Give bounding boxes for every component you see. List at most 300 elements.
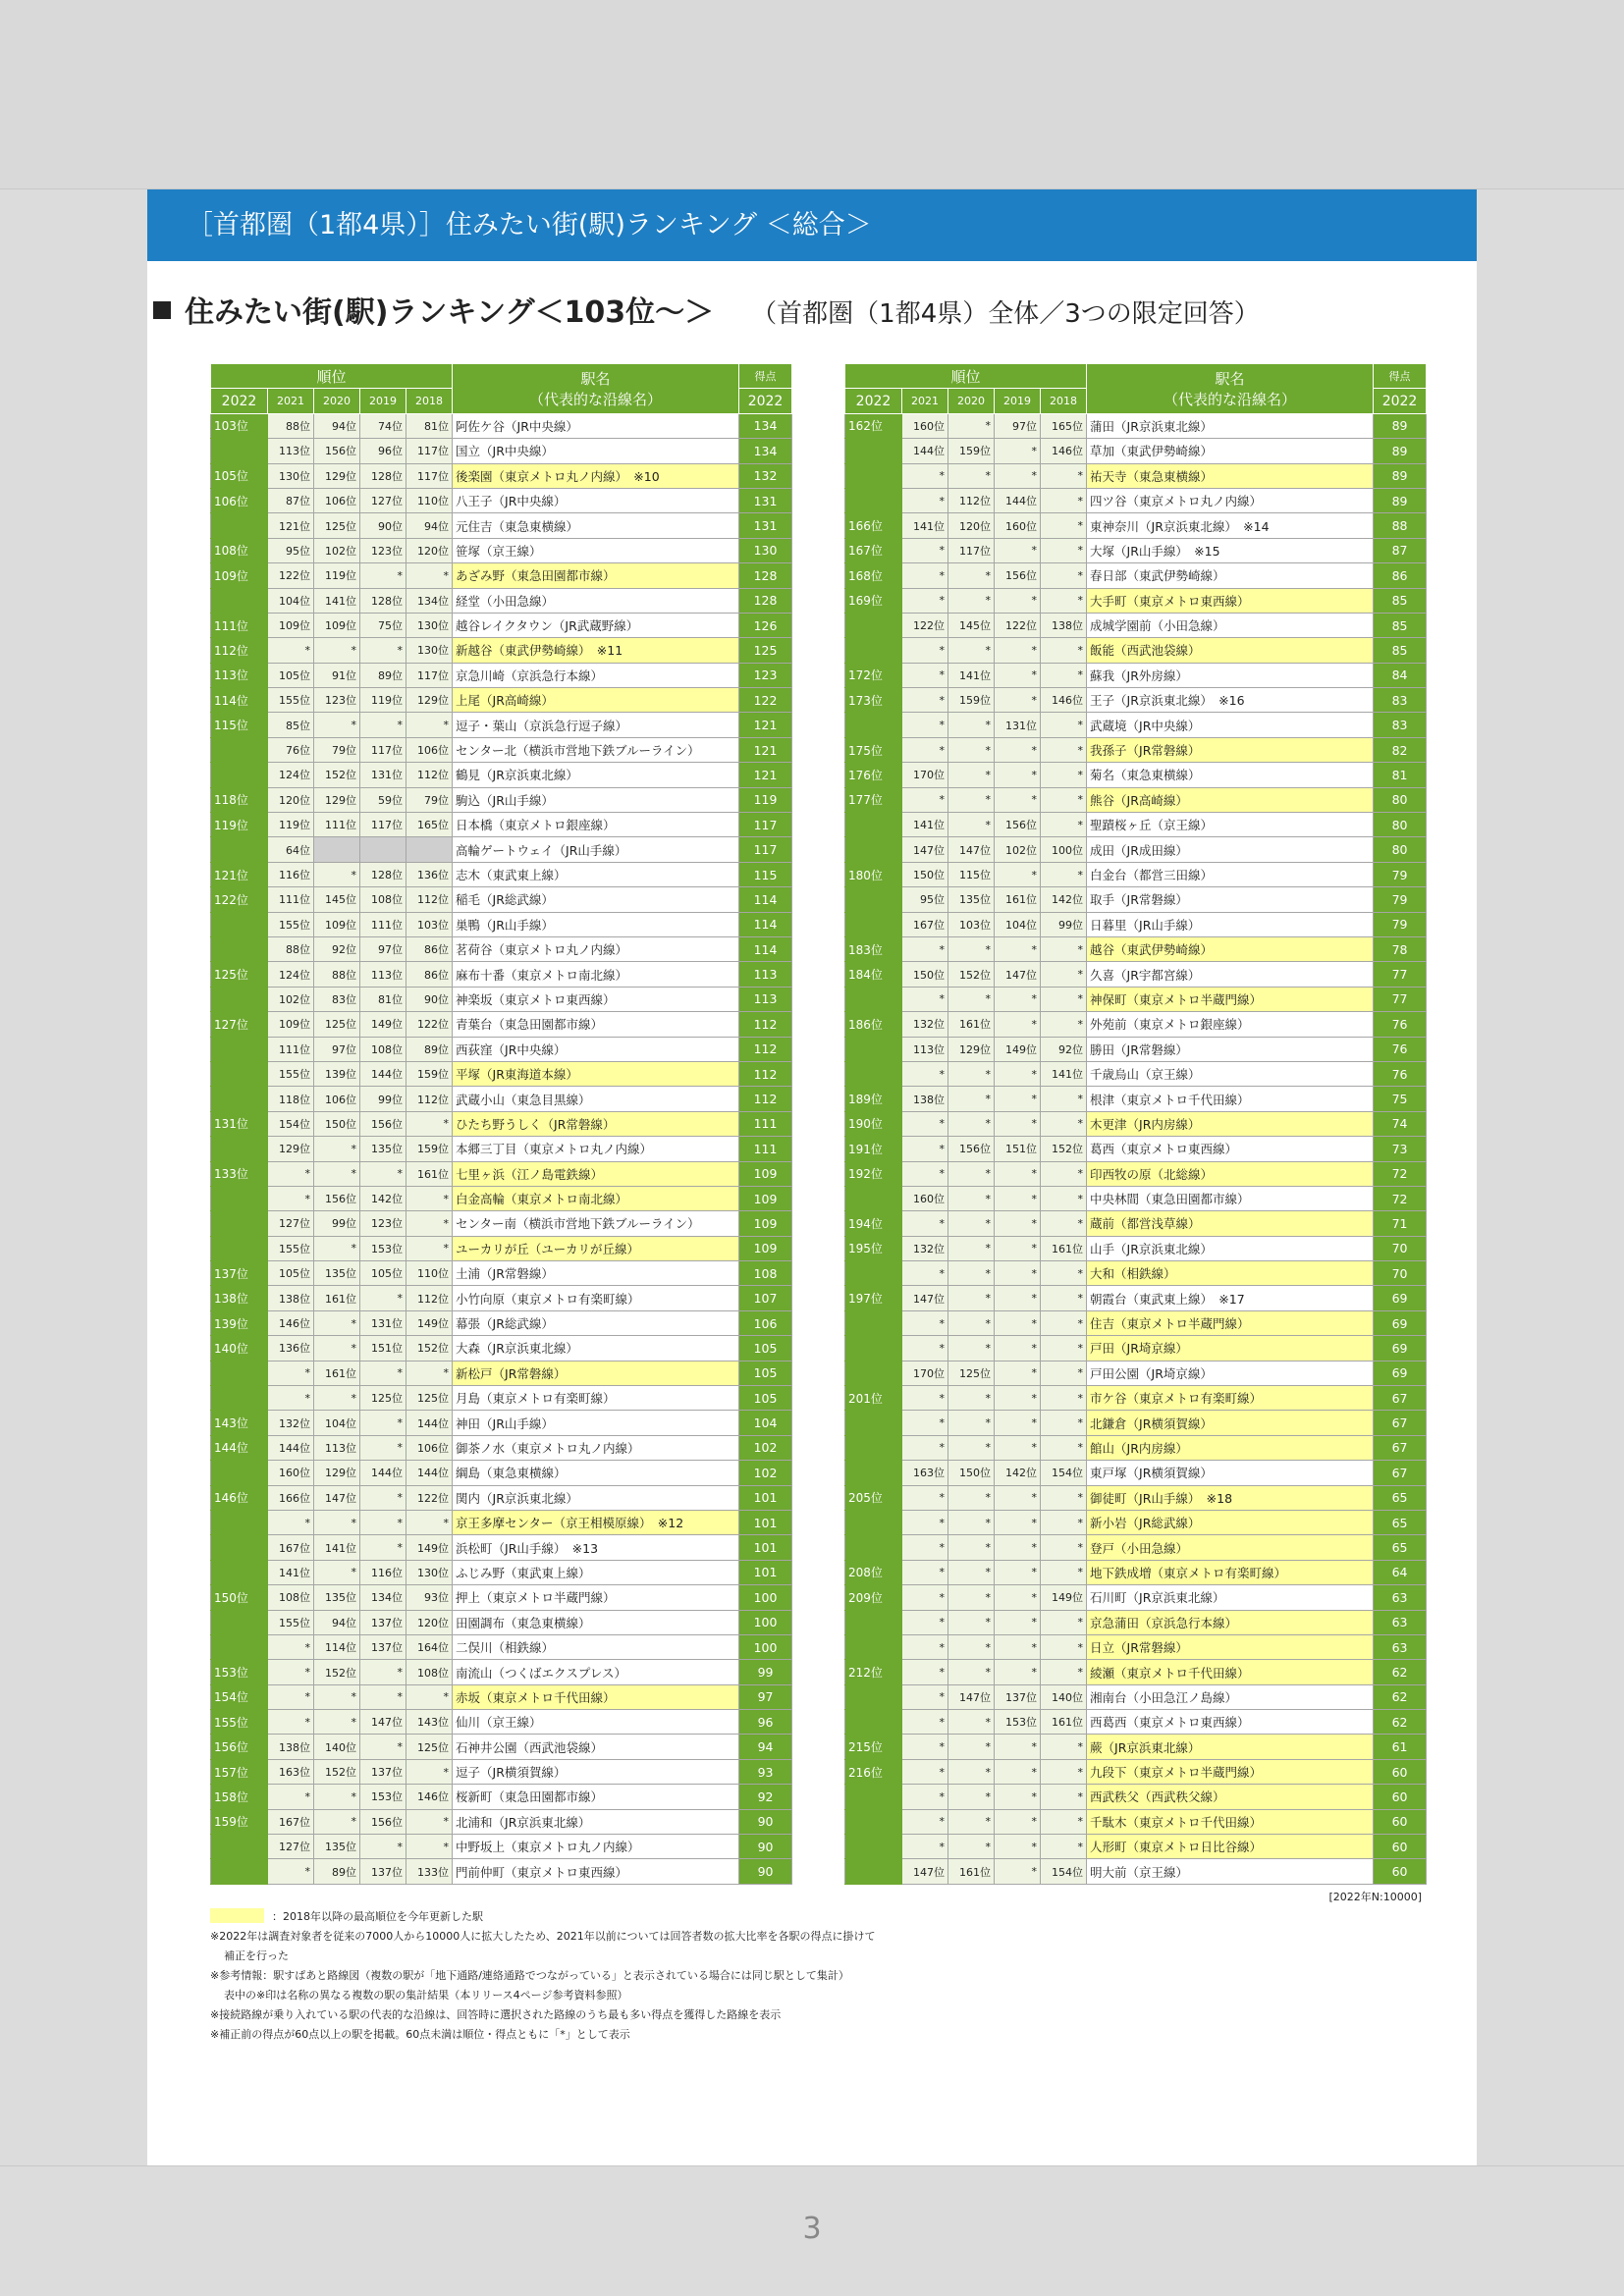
rank-2021-cell: 150位 — [902, 962, 948, 987]
rank-2018-cell: * — [1041, 1411, 1087, 1435]
rank-2019-cell: 144位 — [995, 488, 1041, 512]
score-cell: 111 — [739, 1137, 792, 1161]
table-row — [845, 1186, 1427, 1210]
rank-2021-cell: 124位 — [268, 763, 314, 787]
station-cell: 人形町（東京メトロ日比谷線） — [1087, 1835, 1374, 1859]
rank-2021-cell: 108位 — [268, 1585, 314, 1610]
rank-2019-cell: 125位 — [360, 1386, 406, 1411]
section-title-text: 住みたい街(駅)ランキング＜103位～＞ — [185, 295, 715, 330]
table-row — [211, 862, 792, 886]
score-cell: 102 — [739, 1435, 792, 1460]
rank-header: 順位 — [211, 364, 453, 389]
score-cell: 79 — [1374, 887, 1427, 912]
rank-cell: 158位 — [211, 1785, 268, 1809]
rank-2020-cell: 103位 — [948, 912, 995, 936]
rank-2018-cell: 110位 — [406, 1261, 453, 1286]
rank-2018-cell: 130位 — [406, 1560, 453, 1584]
rank-2021-cell: * — [902, 538, 948, 562]
rank-2020-cell: 113位 — [314, 1435, 360, 1460]
station-header-label: 駅名 — [1215, 369, 1245, 388]
rank-2018-cell: 94位 — [406, 513, 453, 538]
station-cell: 逗子・葉山（京浜急行逗子線） — [453, 713, 739, 737]
station-cell: 地下鉄成増（東京メトロ有楽町線） — [1087, 1560, 1374, 1584]
rank-cell — [845, 1684, 902, 1709]
rank-2020-cell: * — [948, 763, 995, 787]
rank-2021-cell: 104位 — [268, 588, 314, 613]
rank-2019-cell: * — [995, 439, 1041, 463]
rank-2020-cell: 150位 — [948, 1461, 995, 1485]
station-cell: 住吉（東京メトロ半蔵門線） — [1087, 1310, 1374, 1335]
rank-2020-cell: * — [948, 1061, 995, 1086]
score-cell: 89 — [1374, 488, 1427, 512]
station-cell: 七里ヶ浜（江ノ島電鉄線） — [453, 1161, 739, 1186]
station-cell: ひたち野うしく（JR常磐線） — [453, 1111, 739, 1136]
station-cell: 石川町（JR京浜東北線） — [1087, 1585, 1374, 1610]
rank-2021-cell: 120位 — [268, 787, 314, 812]
rank-2021-cell: 95位 — [268, 538, 314, 562]
rank-2018-cell: 144位 — [406, 1411, 453, 1435]
rank-2020-cell: * — [948, 1087, 995, 1111]
rank-2019-cell — [360, 837, 406, 862]
station-cell: 新越谷（東武伊勢崎線） ※11 — [453, 638, 739, 663]
table-row — [211, 1535, 792, 1560]
rank-2021-cell: 141位 — [268, 1560, 314, 1584]
rank-2021-cell: * — [902, 488, 948, 512]
rank-2019-cell: * — [360, 1286, 406, 1310]
station-cell: 山手（JR京浜東北線） — [1087, 1236, 1374, 1260]
rank-2021-cell: * — [902, 713, 948, 737]
rank-2020-cell: * — [948, 1261, 995, 1286]
rank-2019-cell: * — [995, 1610, 1041, 1634]
rank-2021-cell: 147位 — [902, 1859, 948, 1884]
rank-2020-cell: * — [948, 1161, 995, 1186]
station-cell: 桜新町（東急田園都市線） — [453, 1785, 739, 1809]
table-row — [211, 1336, 792, 1361]
rank-2018-cell: * — [406, 1835, 453, 1859]
station-cell: 綱島（東急東横線） — [453, 1461, 739, 1485]
score-cell: 128 — [739, 563, 792, 588]
rank-2020-cell: 147位 — [948, 1684, 995, 1709]
rank-cell: 216位 — [845, 1759, 902, 1784]
rank-2021-cell: * — [902, 1211, 948, 1236]
score-cell: 109 — [739, 1236, 792, 1260]
score-cell: 94 — [739, 1735, 792, 1759]
rank-2019-cell: 137位 — [360, 1634, 406, 1659]
table-row — [845, 1411, 1427, 1435]
rank-2018-cell: 133位 — [406, 1859, 453, 1884]
year-2022-header: 2022 — [845, 389, 902, 413]
rank-cell: 108位 — [211, 538, 268, 562]
station-cell: 青葉台（東急田園都市線） — [453, 1012, 739, 1037]
rank-cell: 194位 — [845, 1211, 902, 1236]
table-row — [845, 1137, 1427, 1161]
rank-2018-cell: * — [1041, 763, 1087, 787]
rank-2018-cell: * — [1041, 1261, 1087, 1286]
station-cell: 土浦（JR常磐線） — [453, 1261, 739, 1286]
rank-2020-cell: * — [314, 638, 360, 663]
rank-2020-cell: * — [948, 1186, 995, 1210]
rank-2018-cell: * — [1041, 1161, 1087, 1186]
rank-2019-cell: * — [995, 1286, 1041, 1310]
rank-2018-cell: 161位 — [1041, 1236, 1087, 1260]
table-row — [211, 912, 792, 936]
rank-cell — [211, 1461, 268, 1485]
rank-2020-cell: 104位 — [314, 1411, 360, 1435]
rank-cell: 184位 — [845, 962, 902, 987]
rank-2019-cell: 113位 — [360, 962, 406, 987]
rank-2020-cell: 97位 — [314, 1037, 360, 1061]
table-row — [845, 1610, 1427, 1634]
rank-2019-cell: 128位 — [360, 862, 406, 886]
footnote-2b: 表中の※印は名称の異なる複数の駅の集計結果（本リリース4ページ参考資料参照） — [224, 1989, 628, 2002]
rank-2020-cell: 120位 — [948, 513, 995, 538]
rank-2020-cell: 129位 — [314, 787, 360, 812]
rank-2018-cell: * — [406, 1809, 453, 1834]
rank-2018-cell: * — [1041, 1211, 1087, 1236]
rank-2019-cell: 117位 — [360, 813, 406, 837]
rank-cell — [211, 737, 268, 762]
rank-2020-cell: 156位 — [948, 1137, 995, 1161]
rank-2019-cell: 102位 — [995, 837, 1041, 862]
station-cell: 葛西（東京メトロ東西線） — [1087, 1137, 1374, 1161]
rank-cell — [845, 1310, 902, 1335]
table-row — [211, 1859, 792, 1884]
station-cell: 四ツ谷（東京メトロ丸ノ内線） — [1087, 488, 1374, 512]
rank-2019-cell: * — [995, 1411, 1041, 1435]
rank-2020-cell: 141位 — [314, 1535, 360, 1560]
table-row — [845, 862, 1427, 886]
table-row — [211, 1485, 792, 1510]
rank-2020-cell: 89位 — [314, 1859, 360, 1884]
station-cell: センター南（横浜市営地下鉄ブルーライン） — [453, 1211, 739, 1236]
rank-2018-cell: * — [1041, 1785, 1087, 1809]
table-row — [211, 1161, 792, 1186]
station-cell: 中央林間（東急田園都市線） — [1087, 1186, 1374, 1210]
rank-cell: 169位 — [845, 588, 902, 613]
table-row — [211, 1186, 792, 1210]
rank-2021-cell: 130位 — [268, 463, 314, 488]
station-cell: 館山（JR内房線） — [1087, 1435, 1374, 1460]
table-row — [845, 1236, 1427, 1260]
score-year-header: 2022 — [739, 389, 792, 413]
rank-2019-cell: * — [995, 1535, 1041, 1560]
rank-2021-cell: * — [902, 1485, 948, 1510]
rank-2019-cell: 137位 — [360, 1759, 406, 1784]
rank-cell — [845, 713, 902, 737]
rank-2019-cell: * — [995, 763, 1041, 787]
station-cell: 麻布十番（東京メトロ南北線） — [453, 962, 739, 987]
rank-2019-cell: * — [995, 688, 1041, 713]
table-row — [845, 1585, 1427, 1610]
rank-2020-cell: * — [314, 1560, 360, 1584]
rank-cell — [211, 912, 268, 936]
score-cell: 108 — [739, 1261, 792, 1286]
rank-2019-cell: 128位 — [360, 463, 406, 488]
rank-2020-cell: * — [948, 1535, 995, 1560]
rank-2019-cell: * — [360, 1684, 406, 1709]
rank-2021-cell: 95位 — [902, 887, 948, 912]
sample-size-note: [2022年N:10000] — [1328, 1891, 1422, 1903]
rank-2019-cell: 97位 — [995, 413, 1041, 438]
rank-2018-cell: 108位 — [406, 1660, 453, 1684]
rank-2019-cell: * — [360, 1485, 406, 1510]
rank-2020-cell: 106位 — [314, 1087, 360, 1111]
station-cell: 巣鴨（JR山手線） — [453, 912, 739, 936]
table-row — [211, 1310, 792, 1335]
rank-2021-cell: * — [902, 463, 948, 488]
rank-2019-cell: 151位 — [360, 1336, 406, 1361]
score-cell: 107 — [739, 1286, 792, 1310]
rank-2019-cell: * — [995, 737, 1041, 762]
station-cell: 蕨（JR京浜東北線） — [1087, 1735, 1374, 1759]
rank-cell: 167位 — [845, 538, 902, 562]
station-header-sub: （代表的な沿線名） — [529, 390, 663, 408]
rank-2018-cell: 140位 — [1041, 1684, 1087, 1709]
score-cell: 119 — [739, 787, 792, 812]
rank-cell: 121位 — [211, 862, 268, 886]
rank-2021-cell: * — [902, 663, 948, 687]
rank-2019-cell: 137位 — [360, 1610, 406, 1634]
rank-2021-cell: 111位 — [268, 1037, 314, 1061]
score-cell: 114 — [739, 936, 792, 961]
station-cell: 大手町（東京メトロ東西線） — [1087, 588, 1374, 613]
table-row — [845, 813, 1427, 837]
rank-2020-cell: 92位 — [314, 936, 360, 961]
table-row — [211, 1759, 792, 1784]
rank-2019-cell: 99位 — [360, 1087, 406, 1111]
rank-2021-cell: 167位 — [268, 1535, 314, 1560]
rank-2021-cell: * — [268, 1161, 314, 1186]
table-row — [211, 1610, 792, 1634]
station-cell: 印西牧の原（北総線） — [1087, 1161, 1374, 1186]
year-2021-header: 2021 — [902, 389, 948, 413]
rank-2018-cell: 90位 — [406, 987, 453, 1011]
table-row — [845, 1061, 1427, 1086]
table-row — [845, 1485, 1427, 1510]
rank-2019-cell: * — [995, 1735, 1041, 1759]
rank-2019-cell: 147位 — [995, 962, 1041, 987]
station-cell: 木更津（JR内房線） — [1087, 1111, 1374, 1136]
rank-2018-cell: * — [1041, 588, 1087, 613]
viewer-top-band — [0, 0, 1624, 189]
score-cell: 125 — [739, 638, 792, 663]
rank-2020-cell: * — [314, 1510, 360, 1534]
rank-2020-cell: 135位 — [314, 1261, 360, 1286]
rank-2018-cell: * — [1041, 813, 1087, 837]
score-cell: 111 — [739, 1111, 792, 1136]
section-title — [153, 288, 1260, 331]
rank-2020-cell: 88位 — [314, 962, 360, 987]
rank-2018-cell: 159位 — [406, 1061, 453, 1086]
table-row — [845, 1809, 1427, 1834]
rank-2021-cell: * — [268, 1634, 314, 1659]
score-cell: 123 — [739, 663, 792, 687]
score-cell: 105 — [739, 1386, 792, 1411]
score-cell: 109 — [739, 1186, 792, 1210]
station-cell: 西葛西（東京メトロ東西線） — [1087, 1710, 1374, 1735]
year-2022-header: 2022 — [211, 389, 268, 413]
rank-2020-cell: 139位 — [314, 1061, 360, 1086]
rank-2021-cell: * — [902, 1411, 948, 1435]
rank-cell — [211, 588, 268, 613]
rank-2018-cell: 81位 — [406, 413, 453, 438]
rank-2019-cell: 156位 — [360, 1111, 406, 1136]
year-2020-header: 2020 — [948, 389, 995, 413]
rank-2019-cell: * — [360, 1411, 406, 1435]
rank-2018-cell: 106位 — [406, 1435, 453, 1460]
rank-2018-cell: 117位 — [406, 439, 453, 463]
table-row — [211, 1411, 792, 1435]
rank-2019-cell: * — [995, 638, 1041, 663]
station-cell: 新小岩（JR総武線） — [1087, 1510, 1374, 1534]
rank-2018-cell: * — [406, 563, 453, 588]
table-row — [845, 987, 1427, 1011]
rank-2021-cell: * — [902, 1634, 948, 1659]
rank-2020-cell: 91位 — [314, 663, 360, 687]
rank-cell: 138位 — [211, 1286, 268, 1310]
rank-2020-cell — [314, 837, 360, 862]
table-row — [211, 713, 792, 737]
score-cell: 134 — [739, 439, 792, 463]
rank-2018-cell: 152位 — [1041, 1137, 1087, 1161]
rank-cell: 191位 — [845, 1137, 902, 1161]
station-cell: 幕張（JR総武線） — [453, 1310, 739, 1335]
rank-2020-cell: 123位 — [314, 688, 360, 713]
rank-2021-cell: 113位 — [268, 439, 314, 463]
rank-2021-cell: * — [902, 1660, 948, 1684]
rank-2020-cell: * — [314, 1137, 360, 1161]
rank-cell: 118位 — [211, 787, 268, 812]
rank-2020-cell: * — [948, 1710, 995, 1735]
rank-cell: 114位 — [211, 688, 268, 713]
station-cell: 北鎌倉（JR横須賀線） — [1087, 1411, 1374, 1435]
rank-2021-cell: * — [902, 1560, 948, 1584]
station-cell: 神楽坂（東京メトロ東西線） — [453, 987, 739, 1011]
rank-cell — [845, 837, 902, 862]
rank-2019-cell: 149位 — [995, 1037, 1041, 1061]
station-cell: 日暮里（JR山手線） — [1087, 912, 1374, 936]
score-cell: 96 — [739, 1710, 792, 1735]
rank-2021-cell: * — [268, 638, 314, 663]
rank-2021-cell: 116位 — [268, 862, 314, 886]
table-row — [211, 1211, 792, 1236]
rank-2018-cell: 117位 — [406, 663, 453, 687]
rank-2018-cell: 92位 — [1041, 1037, 1087, 1061]
rank-2019-cell: * — [995, 787, 1041, 812]
rank-2019-cell: 116位 — [360, 1560, 406, 1584]
station-cell: 白金台（都営三田線） — [1087, 862, 1374, 886]
station-cell: 日本橋（東京メトロ銀座線） — [453, 813, 739, 837]
table-row — [211, 1785, 792, 1809]
station-cell: センター北（横浜市営地下鉄ブルーライン） — [453, 737, 739, 762]
station-cell: 綾瀬（東京メトロ千代田線） — [1087, 1660, 1374, 1684]
rank-2020-cell: * — [314, 1386, 360, 1411]
year-2021-header: 2021 — [268, 389, 314, 413]
score-cell: 101 — [739, 1560, 792, 1584]
station-cell: 石神井公園（西武池袋線） — [453, 1735, 739, 1759]
score-cell: 75 — [1374, 1087, 1427, 1111]
rank-2021-cell: 144位 — [268, 1435, 314, 1460]
rank-2020-cell: 141位 — [948, 663, 995, 687]
rank-2019-cell: 123位 — [360, 538, 406, 562]
table-row — [211, 1087, 792, 1111]
rank-2019-cell: 147位 — [360, 1710, 406, 1735]
table-row — [845, 613, 1427, 637]
rank-cell: 192位 — [845, 1161, 902, 1186]
rank-2021-cell: * — [902, 1161, 948, 1186]
rank-2018-cell: 79位 — [406, 787, 453, 812]
rank-2021-cell: 111位 — [268, 887, 314, 912]
table-row — [845, 1785, 1427, 1809]
table-row — [845, 638, 1427, 663]
score-cell: 62 — [1374, 1710, 1427, 1735]
rank-cell: 168位 — [845, 563, 902, 588]
station-cell: 田園調布（東急東横線） — [453, 1610, 739, 1634]
rank-2021-cell: * — [268, 1785, 314, 1809]
score-header: 得点 — [739, 364, 792, 389]
station-cell: 登戸（小田急線） — [1087, 1535, 1374, 1560]
score-cell: 67 — [1374, 1386, 1427, 1411]
rank-2018-cell: * — [406, 1186, 453, 1210]
rank-cell — [845, 1535, 902, 1560]
rank-cell: 153位 — [211, 1660, 268, 1684]
year-2019-header: 2019 — [995, 389, 1041, 413]
station-cell: 九段下（東京メトロ半蔵門線） — [1087, 1759, 1374, 1784]
score-cell: 121 — [739, 713, 792, 737]
rank-2021-cell: 118位 — [268, 1087, 314, 1111]
rank-2019-cell: * — [995, 1435, 1041, 1460]
score-cell: 101 — [739, 1510, 792, 1534]
rank-2020-cell: * — [314, 1236, 360, 1260]
rank-2021-cell: * — [268, 1510, 314, 1534]
table-row — [845, 488, 1427, 512]
rank-2021-cell: 109位 — [268, 1012, 314, 1037]
table-row — [211, 1012, 792, 1037]
table-row — [845, 1037, 1427, 1061]
rank-2021-cell: 141位 — [902, 813, 948, 837]
rank-2018-cell: * — [1041, 737, 1087, 762]
footnote-3: ※接続路線が乗り入れている駅の代表的な沿線は、回答時に選択された路線のうち最も多い得点を獲得した路線を表示 — [210, 2008, 782, 2021]
station-cell: 北浦和（JR京浜東北線） — [453, 1809, 739, 1834]
rank-2019-cell: * — [360, 1361, 406, 1385]
station-cell: 大和（相鉄線） — [1087, 1261, 1374, 1286]
highlight-legend-swatch — [210, 1908, 264, 1923]
station-cell: 熊谷（JR高崎線） — [1087, 787, 1374, 812]
rank-2018-cell: * — [1041, 1310, 1087, 1335]
rank-2020-cell: * — [948, 1785, 995, 1809]
footnotes — [210, 1907, 876, 2045]
rank-2019-cell: * — [995, 1261, 1041, 1286]
rank-2020-cell: * — [948, 987, 995, 1011]
rank-cell — [845, 488, 902, 512]
rank-2020-cell: * — [948, 1485, 995, 1510]
rank-2019-cell: * — [995, 1111, 1041, 1136]
rank-2020-cell: * — [314, 862, 360, 886]
rank-2019-cell: 75位 — [360, 613, 406, 637]
table-row — [845, 1535, 1427, 1560]
rank-cell — [845, 1411, 902, 1435]
rank-cell: 201位 — [845, 1386, 902, 1411]
rank-cell — [845, 439, 902, 463]
rank-cell: 175位 — [845, 737, 902, 762]
rank-2018-cell: * — [1041, 1111, 1087, 1136]
rank-2020-cell: * — [948, 1286, 995, 1310]
rank-cell — [211, 1137, 268, 1161]
rank-2021-cell: 146位 — [268, 1310, 314, 1335]
station-cell: 春日部（東武伊勢崎線） — [1087, 563, 1374, 588]
table-row — [211, 1585, 792, 1610]
table-row — [211, 439, 792, 463]
